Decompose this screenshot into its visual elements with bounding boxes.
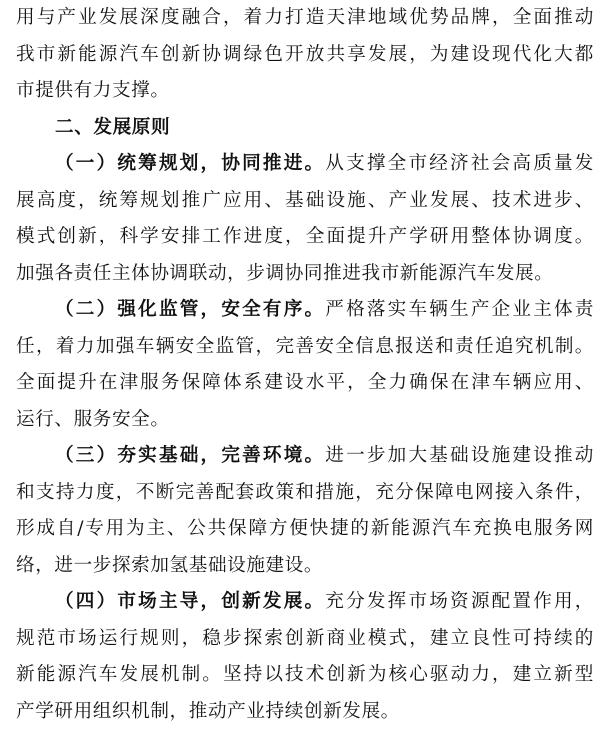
paragraph-1-line-1 — [16, 146, 594, 183]
paragraph-3-line-4: 络，进一步探索加氢基础设施建设。 — [16, 554, 324, 576]
paragraph-3-line-3: 形成自/专用为主、公共保障方便快捷的新能源汽车充换电服务网 — [16, 518, 594, 539]
paragraph-1-line-4: 加强各责任主体协调联动，步调协同推进我市新能源汽车发展。 — [16, 262, 554, 284]
paragraph-4-line-3: 新能源汽车发展机制。坚持以技术创新为核心驱动力，建立新型 — [16, 664, 594, 685]
paragraph-4-line-1-rest: 充分发挥市场资源配置作用， — [325, 591, 594, 612]
paragraph-3-line-1 — [16, 438, 594, 475]
paragraph-2-line-1-rest: 严格落实车辆生产企业主体责 — [325, 299, 594, 320]
intro-line-2: 我市新能源汽车创新协调绿色开放共享发展，为建设现代化大都 — [16, 43, 594, 65]
paragraph-4-line-2: 规范市场运行规则，稳步探索创新商业模式，建立良性可持续的 — [16, 627, 594, 649]
paragraph-3 — [16, 438, 594, 584]
paragraph-2-line-4: 运行、服务安全。 — [16, 408, 170, 430]
intro-line-3: 市提供有力支撑。 — [16, 80, 170, 101]
paragraph-1-line-3: 模式创新，科学安排工作进度，全面提升产学研用整体协调度。 — [16, 226, 594, 247]
intro-line-1: 用与产业发展深度融合，着力打造天津地域优势品牌，全面推动 — [16, 7, 594, 28]
paragraph-1-lead: （一）统筹规划，协同推进。 — [55, 153, 326, 174]
paragraph-1-line-1-rest: 从支撑全市经济社会高质量发 — [325, 153, 594, 174]
paragraph-2-line-1 — [16, 292, 594, 329]
paragraph-3-lead: （三）夯实基础，完善环境。 — [55, 445, 326, 466]
paragraph-2-line-2: 任，着力加强车辆安全监管，完善安全信息报送和责任追究机制。 — [16, 335, 594, 357]
paragraph-3-line-2: 和支持力度，不断完善配套政策和措施，充分保障电网接入条件， — [16, 481, 594, 503]
paragraph-1 — [16, 146, 594, 292]
paragraph-2 — [16, 292, 594, 438]
paragraph-1-line-2: 展高度，统筹规划推广应用、基础设施、产业发展、技术进步、 — [16, 189, 594, 211]
paragraph-2-line-3: 全面提升在津服务保障体系建设水平，全力确保在津车辆应用、 — [16, 372, 594, 393]
paragraph-2-lead: （二）强化监管，安全有序。 — [55, 299, 326, 320]
paragraph-4 — [16, 584, 594, 730]
paragraph-4-line-1 — [16, 584, 594, 621]
paragraph-3-line-1-rest: 进一步加大基础设施建设推动 — [325, 445, 594, 466]
section-heading: 二、发展原则 — [55, 116, 171, 138]
paragraph-4-line-4: 产学研用组织机制，推动产业持续创新发展。 — [16, 700, 400, 722]
paragraph-4-lead: （四）市场主导，创新发展。 — [55, 591, 326, 612]
